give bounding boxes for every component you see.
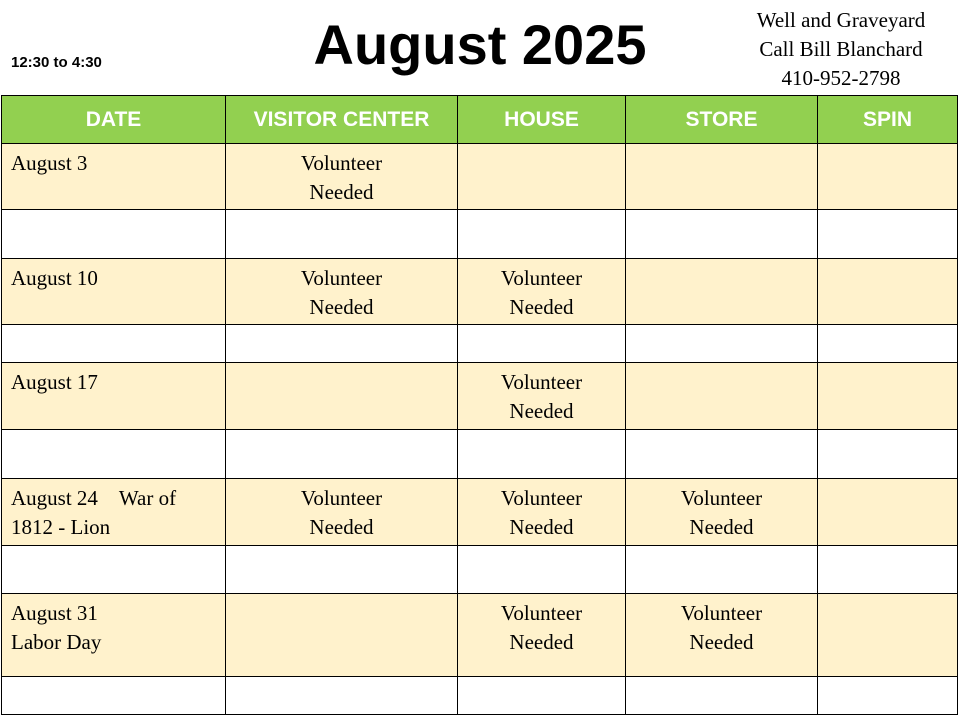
volunteer-status-text — [818, 484, 957, 513]
date-cell — [2, 363, 226, 430]
volunteer-status-text: Volunteer — [500, 266, 583, 290]
date-cell — [2, 594, 226, 677]
volunteer-status-text: Needed — [309, 295, 374, 319]
volunteer-status-text — [626, 397, 817, 426]
empty-cell — [2, 430, 226, 479]
volunteer-status-text: Needed — [509, 630, 574, 654]
empty-cell — [226, 430, 458, 479]
contact-line-2: Call Bill Blanchard — [759, 37, 923, 61]
table-row — [2, 594, 958, 677]
date-text — [11, 178, 219, 207]
spin-cell — [818, 363, 958, 430]
empty-cell — [626, 677, 818, 715]
visitor-center-cell — [226, 594, 458, 677]
spacer-row — [2, 430, 958, 479]
volunteer-status-text — [626, 368, 817, 397]
volunteer-status-text: Volunteer — [500, 370, 583, 394]
column-header-house: HOUSE — [458, 96, 626, 144]
empty-cell — [226, 325, 458, 363]
date-text — [11, 397, 219, 426]
volunteer-status-text: Needed — [509, 515, 574, 539]
date-text: August 31 — [11, 601, 98, 625]
empty-cell — [818, 677, 958, 715]
volunteer-status-text — [626, 178, 817, 207]
store-cell — [626, 363, 818, 430]
visitor-center-cell — [226, 144, 458, 210]
volunteer-status-text — [458, 178, 625, 207]
volunteer-status-text: Volunteer — [500, 486, 583, 510]
empty-cell — [226, 546, 458, 594]
volunteer-status-text — [818, 264, 957, 293]
empty-cell — [2, 210, 226, 259]
date-cell — [2, 479, 226, 546]
date-text: August 3 — [11, 151, 88, 175]
volunteer-status-text: Volunteer — [680, 601, 763, 625]
date-text: August 17 — [11, 370, 98, 394]
house-cell — [458, 259, 626, 325]
volunteer-status-text: Needed — [509, 295, 574, 319]
volunteer-status-text: Volunteer — [300, 151, 383, 175]
empty-cell — [626, 546, 818, 594]
volunteer-status-text — [626, 149, 817, 178]
store-cell — [626, 479, 818, 546]
volunteer-status-text — [226, 397, 457, 426]
volunteer-status-text — [226, 368, 457, 397]
empty-cell — [2, 546, 226, 594]
volunteer-status-text — [818, 628, 957, 657]
store-cell — [626, 594, 818, 677]
empty-cell — [818, 546, 958, 594]
volunteer-status-text: Volunteer — [300, 266, 383, 290]
volunteer-status-text — [626, 264, 817, 293]
empty-cell — [458, 677, 626, 715]
column-header-visitor-center: VISITOR CENTER — [226, 96, 458, 144]
volunteer-status-text — [818, 599, 957, 628]
volunteer-status-text — [818, 149, 957, 178]
empty-cell — [626, 325, 818, 363]
empty-cell — [458, 546, 626, 594]
volunteer-status-text — [226, 628, 457, 657]
date-cell — [2, 144, 226, 210]
volunteer-status-text: Needed — [309, 515, 374, 539]
table-row — [2, 259, 958, 325]
contact-line-3: 410-952-2798 — [781, 66, 901, 90]
volunteer-status-text — [818, 513, 957, 542]
empty-cell — [458, 325, 626, 363]
spacer-row — [2, 677, 958, 715]
volunteer-status-text — [818, 178, 957, 207]
volunteer-status-text — [226, 599, 457, 628]
table-body — [2, 144, 958, 715]
spin-cell — [818, 144, 958, 210]
time-range: 12:30 to 4:30 — [11, 54, 102, 71]
visitor-center-cell — [226, 363, 458, 430]
empty-cell — [626, 210, 818, 259]
volunteer-status-text — [818, 368, 957, 397]
volunteer-status-text — [458, 149, 625, 178]
empty-cell — [226, 210, 458, 259]
date-text: 1812 - Lion — [11, 515, 111, 539]
empty-cell — [458, 210, 626, 259]
spacer-row — [2, 210, 958, 259]
volunteer-status-text — [626, 293, 817, 322]
date-text: August 10 — [11, 266, 98, 290]
volunteer-status-text: Needed — [689, 515, 754, 539]
house-cell — [458, 363, 626, 430]
empty-cell — [818, 430, 958, 479]
volunteer-status-text: Volunteer — [300, 486, 383, 510]
date-text — [11, 293, 219, 322]
store-cell — [626, 259, 818, 325]
empty-cell — [818, 210, 958, 259]
table-header-row — [2, 96, 958, 144]
date-text: August 24 War of — [11, 486, 177, 510]
table-row — [2, 144, 958, 210]
column-header-spin: SPIN — [818, 96, 958, 144]
column-header-date: DATE — [2, 96, 226, 144]
house-cell — [458, 479, 626, 546]
table-row — [2, 479, 958, 546]
store-cell — [626, 144, 818, 210]
spin-cell — [818, 479, 958, 546]
volunteer-status-text — [818, 293, 957, 322]
column-header-store: STORE — [626, 96, 818, 144]
house-cell — [458, 144, 626, 210]
contact-info — [722, 6, 960, 93]
volunteer-schedule-table — [1, 95, 958, 715]
volunteer-status-text: Needed — [309, 180, 374, 204]
volunteer-status-text: Volunteer — [680, 486, 763, 510]
visitor-center-cell — [226, 259, 458, 325]
spacer-row — [2, 325, 958, 363]
empty-cell — [226, 677, 458, 715]
table-row — [2, 363, 958, 430]
empty-cell — [2, 325, 226, 363]
volunteer-status-text — [818, 397, 957, 426]
page-title: August 2025 — [313, 13, 647, 76]
empty-cell — [818, 325, 958, 363]
visitor-center-cell — [226, 479, 458, 546]
empty-cell — [458, 430, 626, 479]
volunteer-status-text: Volunteer — [500, 601, 583, 625]
volunteer-status-text: Needed — [509, 399, 574, 423]
spin-cell — [818, 259, 958, 325]
empty-cell — [2, 677, 226, 715]
date-text: Labor Day — [11, 630, 102, 654]
date-cell — [2, 259, 226, 325]
volunteer-status-text: Needed — [689, 630, 754, 654]
house-cell — [458, 594, 626, 677]
spacer-row — [2, 546, 958, 594]
spin-cell — [818, 594, 958, 677]
empty-cell — [626, 430, 818, 479]
contact-line-1: Well and Graveyard — [756, 8, 926, 32]
